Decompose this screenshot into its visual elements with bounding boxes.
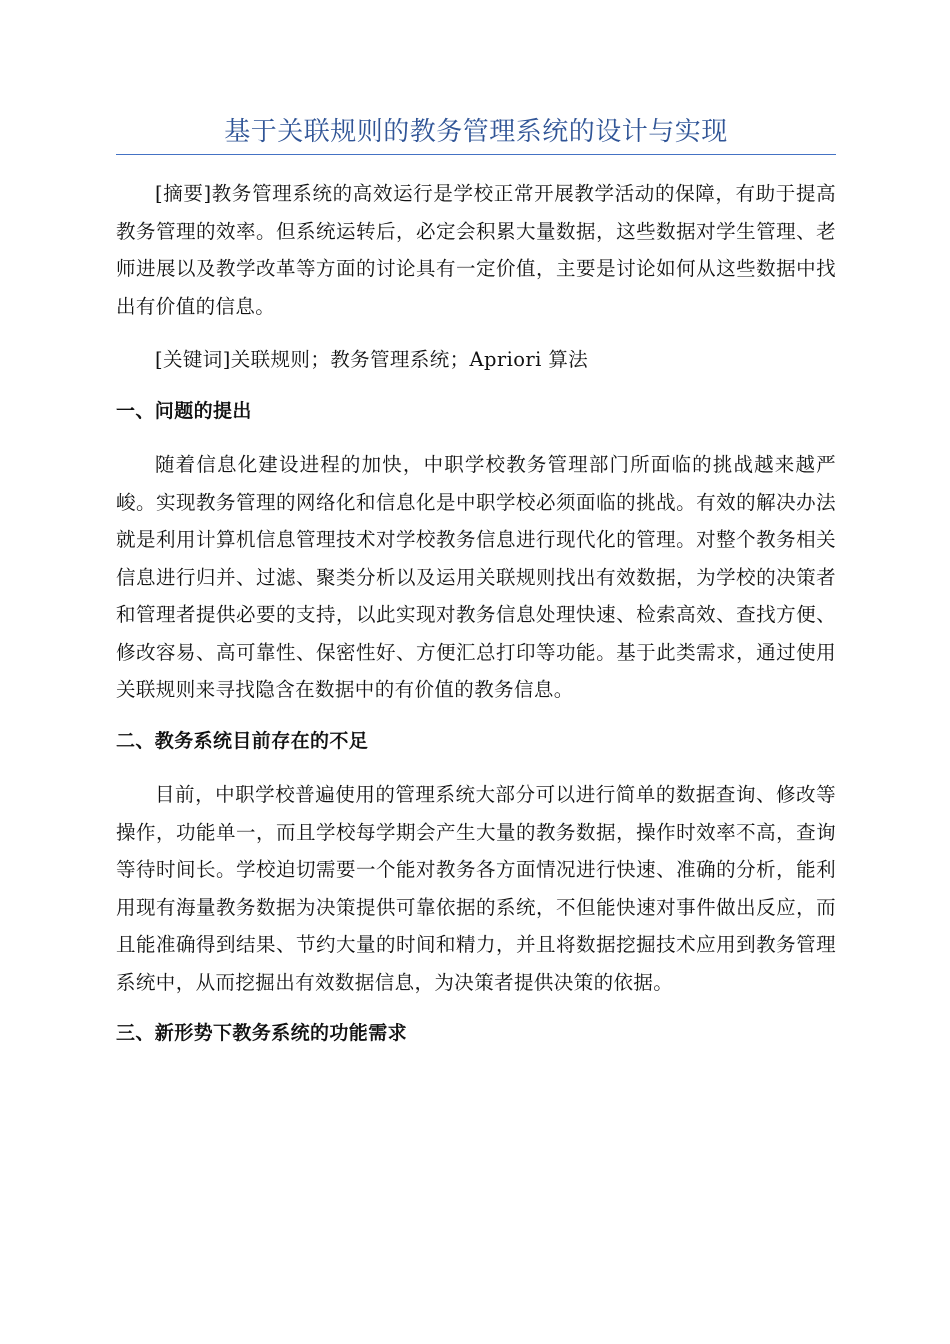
section-body-1: 随着信息化建设进程的加快，中职学校教务管理部门所面临的挑战越来越严峻。实现教务管理的网络化和信息化是中职学校必须面临的挑战。有效的解决办法就是利用计算机信息管理技术对学校教务信息进行现代化的管理。对整个教务相关信息进行归并、过滤、聚类分析以及运用关联规则找出有效数据，为学校的决策者和管理者提供必要的支持，以此实现对教务信息处理快速、检索高效、查找方便、修改容易、高可靠性、保密性好、方便汇总打印等功能。基于此类需求，通过使用关联规则来寻找隐含在数据中的有价值的教务信息。 <box>116 453 836 701</box>
section-heading-1: 一、问题的提出 <box>116 399 252 422</box>
section-heading-2: 二、教务系统目前存在的不足 <box>116 729 369 752</box>
abstract-paragraph: [摘要]教务管理系统的高效运行是学校正常开展教学活动的保障，有助于提高教务管理的效率。但系统运转后，必定会积累大量数据，这些数据对学生管理、老师进展以及教学改革等方面的讨论具有一定价值，主要是讨论如何从这些数据中找出有价值的信息。 <box>116 182 836 318</box>
section-body-2: 目前，中职学校普遍使用的管理系统大部分可以进行简单的数据查询、修改等操作，功能单一，而且学校每学期会产生大量的教务数据，操作时效率不高，查询等待时间长。学校迫切需要一个能对教务各方面情况进行快速、准确的分析，能利用现有海量教务数据为决策提供可靠依据的系统，不但能快速对事件做出反应，而且能准确得到结果、节约大量的时间和精力，并且将数据挖掘技术应用到教务管理系统中，从而挖掘出有效数据信息，为决策者提供决策的依据。 <box>116 783 836 994</box>
section-heading-3: 三、新形势下教务系统的功能需求 <box>116 1022 408 1044</box>
keywords-paragraph: [关键词]关联规则；教务管理系统；Apriori 算法 <box>155 348 589 371</box>
document-page <box>116 112 836 1053</box>
document-title: 基于关联规则的教务管理系统的设计与实现 <box>116 112 836 155</box>
